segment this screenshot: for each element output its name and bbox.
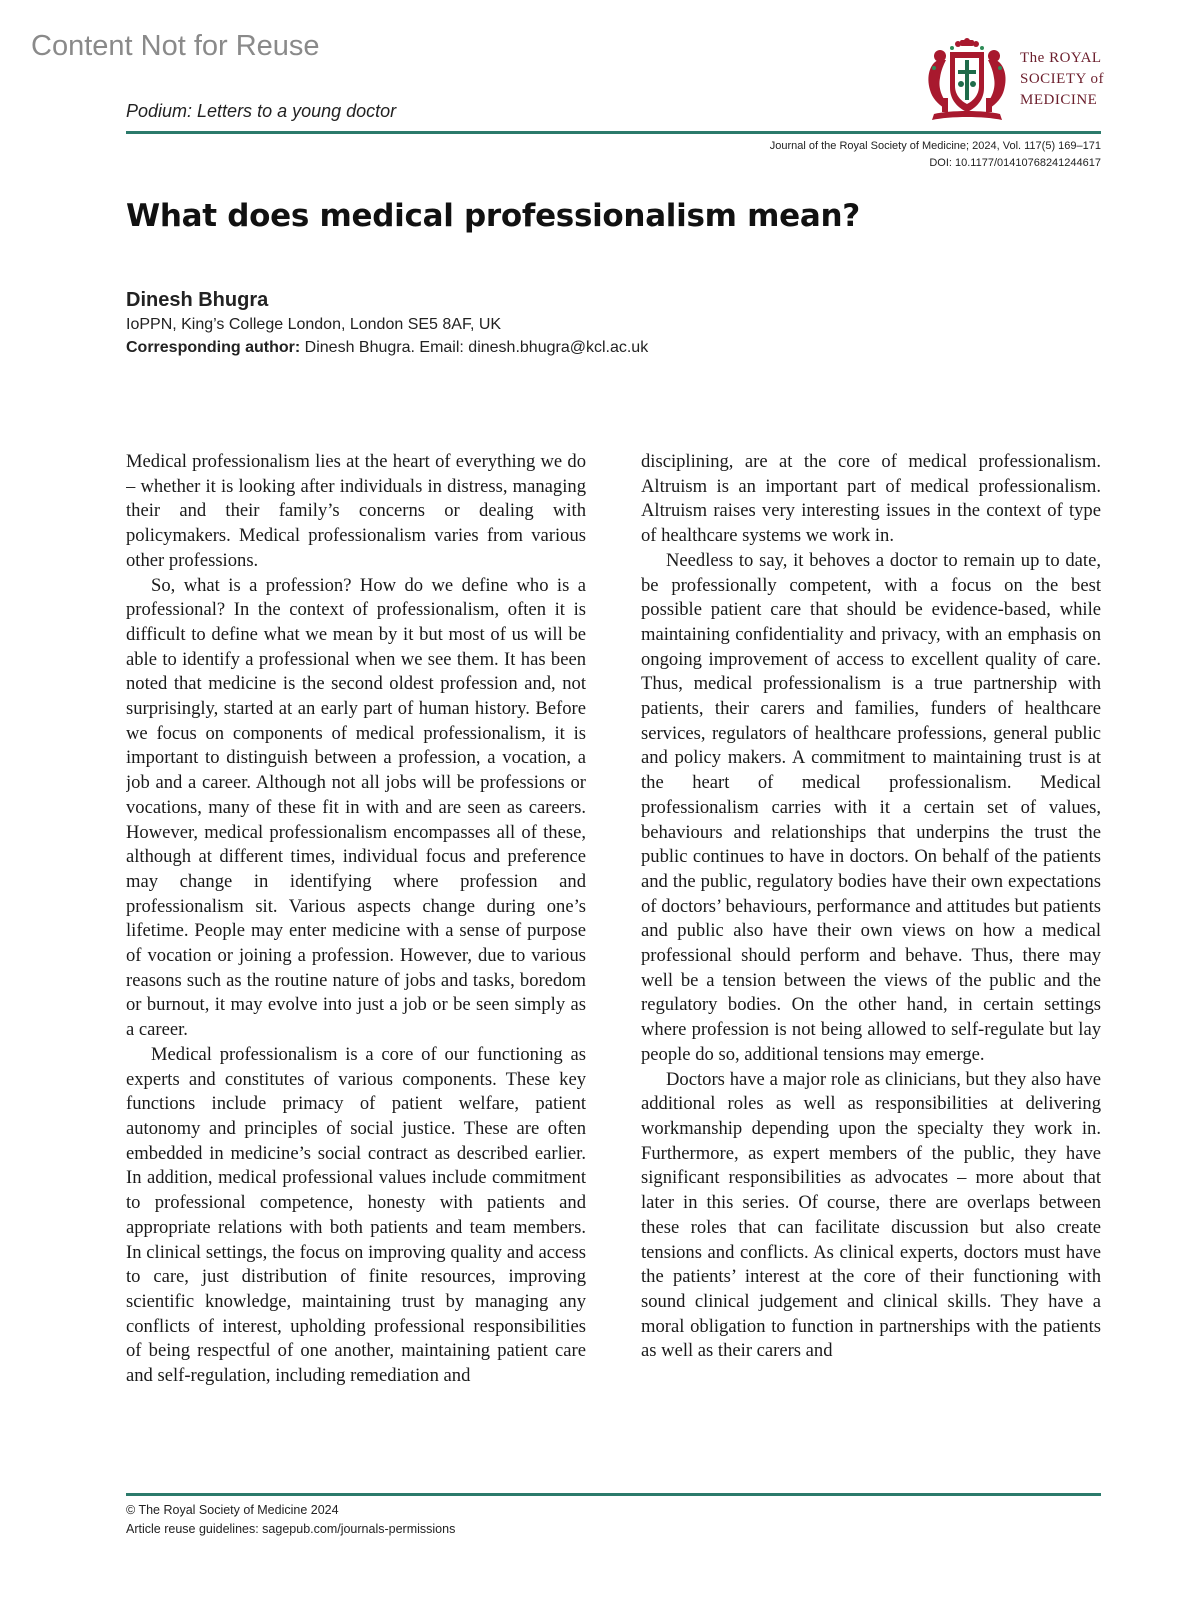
section-label: Podium: Letters to a young doctor — [126, 101, 397, 121]
logo-wordmark — [1020, 48, 1110, 111]
copyright: © The Royal Society of Medicine 2024 — [126, 1503, 339, 1517]
corresponding-label: Corresponding author: — [126, 339, 301, 356]
body-paragraph: So, what is a profession? How do we define who is a professional? In the context of professionalism, often it is difficult to define what we mean by it but most of us will be able to identify a professional when we see them. It has been noted that medicine is the second oldest profession and, not surprisingly, started at an early part of human history. Before we focus on components of medical professionalism, it is important to distinguish between a profession, a vocation, a job and a career. Although not all jobs will be professions or vocations, many of these fit in with and are seen as careers. However, medical professionalism encompasses all of these, although at different times, individual focus and preference may change in identifying where profession and professionalism sit. Various aspects change during one’s lifetime. People may enter medicine with a sense of purpose of vocation or joining a profession. However, due to various reasons such as the routine nature of jobs and tasks, boredom or burnout, it may evolve into just a job or be seen simply as a career. — [126, 574, 586, 1041]
article-title: What does medical professionalism mean? — [126, 198, 860, 234]
body-paragraph: Needless to say, it behoves a doctor to remain up to date, be professionally competent, with a focus on the best possible patient care that should be evidence-based, while maintaining confidentiality and privacy, with an emphasis on ongoing improvement of access to excellent quality of care. Thus, medical professionalism is a true partnership with patients, their carers and families, funders of healthcare services, regulators of healthcare professions, general public and policy makers. A commitment to maintaining trust is at the heart of medical professionalism. Medical professionalism carries with it a certain set of values, behaviours and relationships that underpins the trust the public continues to have in doctors. On behalf of the patients and the public, regulatory bodies have their own expectations of doctors’ behaviours, performance and attitudes but patients and public also have their own views on how a medical professional should perform and behave. Thus, there may well be a tension between the views of the public and the regulatory bodies. On the other hand, in certain settings where profession is not being allowed to self-regulate but lay people do so, additional tensions may emerge. — [641, 549, 1101, 1065]
footer — [126, 1501, 455, 1539]
body-paragraph: Doctors have a major role as clinicians, but they also have additional roles as well as responsibilities at delivering workmanship depending upon the specialty they work in. Furthermore, as expert members of the public, they have significant responsibilities as advocates – more about that later in this series. Of course, there are overlaps between these roles that can facilitate discussion but also create tensions and conflicts. As clinical experts, doctors must have the patients’ interest at the core of their functioning with sound clinical judgement and clinical skills. They have a moral obligation to function in partnerships with the patients as well as their carers and — [641, 1068, 1101, 1362]
body-paragraph: Medical professionalism lies at the heart of everything we do – whether it is looking after individuals in distress, managing their and their family’s concerns or dealing with policymakers. Medical professionalism varies from various other professions. — [126, 451, 586, 571]
journal-citation: Journal of the Royal Society of Medicine; 2024, Vol. 117(5) 169–171 — [769, 140, 1101, 152]
logo-line-2: SOCIETY of — [1020, 71, 1105, 87]
author-block — [126, 287, 648, 359]
reuse-guidelines[interactable]: Article reuse guidelines: sagepub.com/journals-permissions — [126, 1522, 456, 1536]
footer-rule — [126, 1493, 1101, 1496]
body-column-right — [641, 450, 1101, 1490]
journal-logo — [922, 38, 1105, 128]
logo-line-1: The ROYAL — [1020, 50, 1102, 66]
corresponding-text[interactable]: Dinesh Bhugra. Email: dinesh.bhugra@kcl.ac.uk — [300, 339, 649, 356]
author-name: Dinesh Bhugra — [126, 289, 269, 311]
body-column-left — [126, 450, 586, 1490]
body-paragraph: disciplining, are at the core of medical professionalism. Altruism is an important part of medical professionalism. Altruism raises very interesting issues in the context of type of healthcare systems we work in. — [641, 451, 1101, 547]
header-rule — [126, 131, 1101, 134]
corresponding-author — [126, 336, 648, 359]
logo-line-3: MEDICINE — [1020, 92, 1098, 108]
citation-block — [770, 138, 1101, 172]
author-affiliation: IoPPN, King’s College London, London SE5 8AF, UK — [126, 316, 502, 333]
watermark: Content Not for Reuse — [31, 30, 320, 62]
doi[interactable]: DOI: 10.1177/01410768241244617 — [929, 157, 1101, 169]
coat-of-arms-icon — [922, 38, 1012, 124]
body-paragraph: Medical professionalism is a core of our functioning as experts and constitutes of various components. These key functions include primacy of patient welfare, patient autonomy and principles of social justice. These are often embedded in medicine’s social contract as described earlier. In addition, medical professional values include commitment to professional competence, honesty with patients and appropriate relations with both patients and team members. In clinical settings, the focus on improving quality and access to care, just distribution of finite resources, improving scientific knowledge, maintaining trust by managing any conflicts of interest, upholding professional responsibilities of being respectful of one another, maintaining patient care and self-regulation, including remediation and — [126, 1043, 586, 1387]
